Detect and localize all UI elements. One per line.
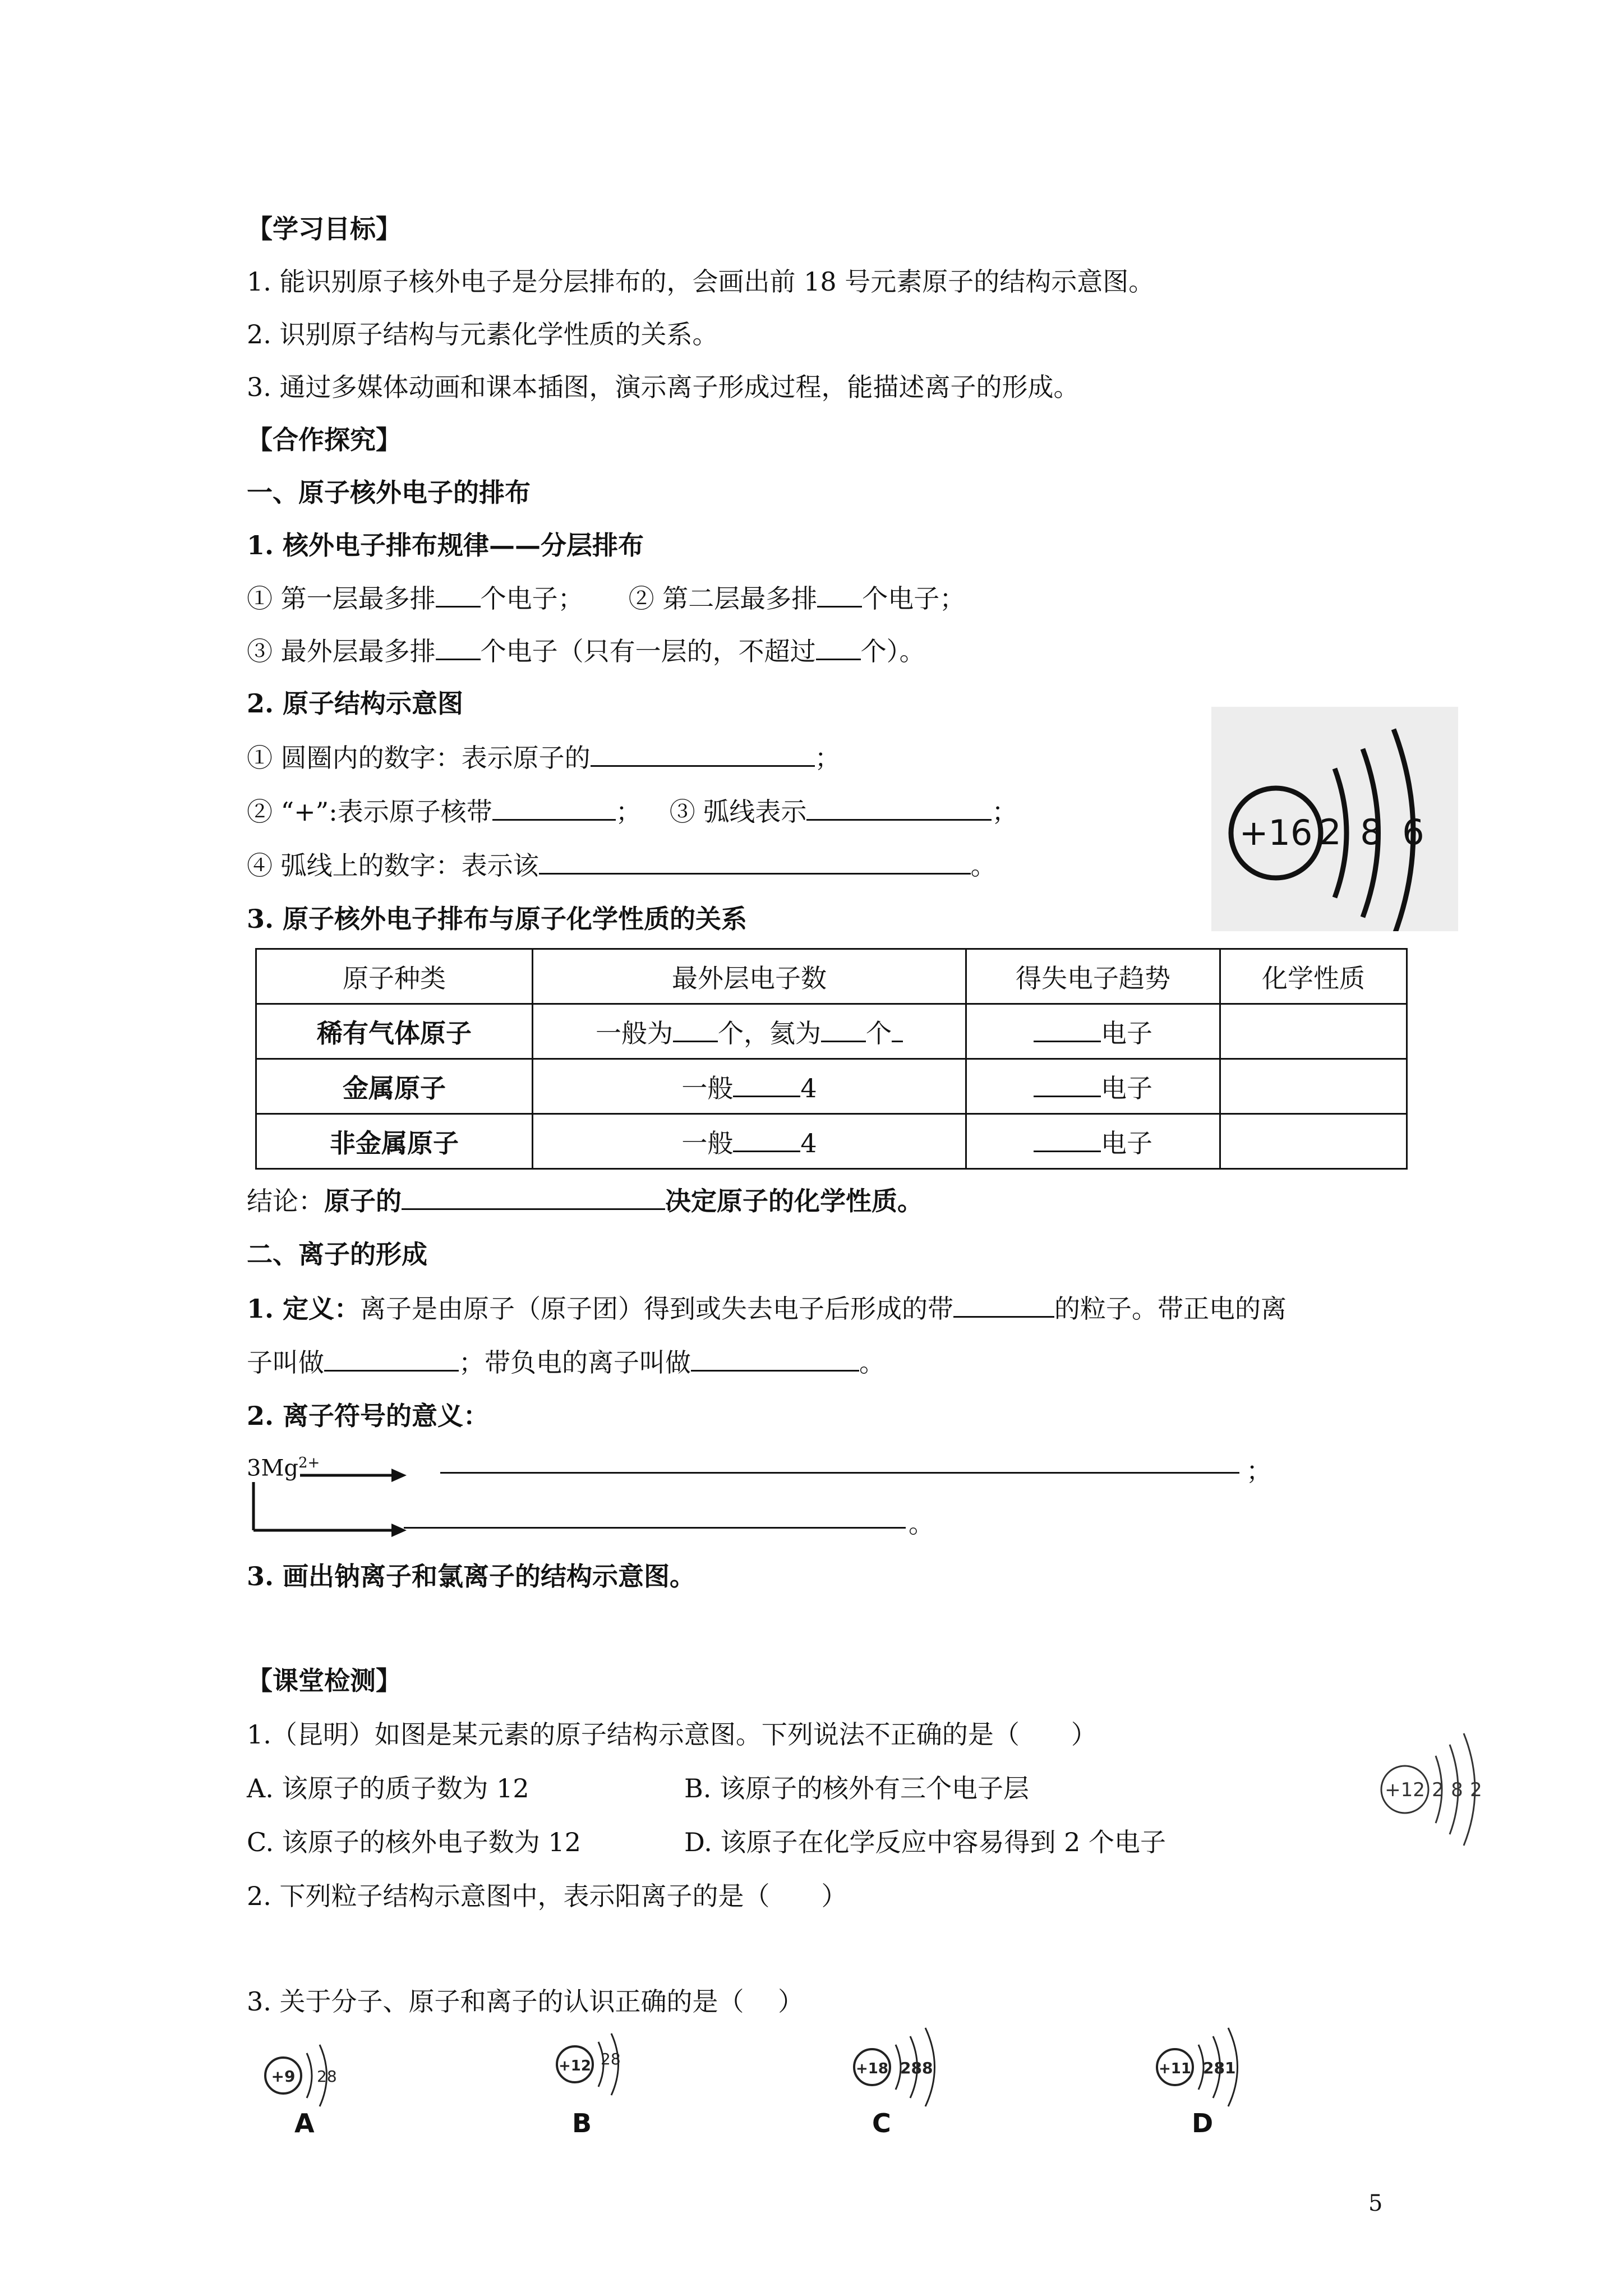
question-3: 3. 关于分子、原子和离子的认识正确的是（ ）: [247, 1986, 804, 2017]
q1-option-d[interactable]: D. 该原子在化学反应中容易得到 2 个电子: [684, 1827, 1166, 1857]
blank-shell1[interactable]: [436, 581, 481, 608]
rule-l1a: ① 第一层最多排: [247, 583, 436, 614]
sample-shell-3: 6: [1402, 812, 1424, 853]
row-property[interactable]: [1220, 1059, 1407, 1114]
blank-nucleus-charge[interactable]: [492, 794, 616, 821]
goals-heading: 【学习目标】: [247, 214, 402, 244]
row-outer: [533, 1059, 966, 1114]
row-property[interactable]: [1220, 1004, 1407, 1059]
th-property: 化学性质: [1220, 949, 1407, 1004]
q1-atom-diagram: [1368, 1722, 1492, 1857]
blank-shell2[interactable]: [817, 581, 862, 608]
outer-num: 4: [800, 1128, 817, 1158]
diagram-title: 2. 原子结构示意图: [247, 688, 464, 719]
table-row: [256, 1114, 1407, 1169]
row-type: 稀有气体原子: [256, 1004, 533, 1059]
blank-conclusion[interactable]: [402, 1184, 665, 1210]
outer-b: 个，氦为: [718, 1018, 821, 1048]
blank-circle-number[interactable]: [591, 740, 815, 767]
blank-outer-max[interactable]: [436, 634, 481, 660]
def-c: 的粒子。带正电的离: [1054, 1294, 1287, 1324]
th-outer: 最外层电子数: [533, 949, 966, 1004]
th-trend: 得失电子趋势: [966, 949, 1220, 1004]
sample-nucleus: +16: [1239, 812, 1313, 853]
relation-title: 3. 原子核外电子排布与原子化学性质的关系: [247, 904, 748, 934]
symbol-title: 2. 离子符号的意义：: [247, 1401, 490, 1431]
sulfur-atom-diagram: [1211, 707, 1458, 931]
option-d-shells: 281: [1203, 2059, 1236, 2077]
th-type: 原子种类: [256, 949, 533, 1004]
option-a-shells: 28: [317, 2067, 337, 2086]
blank-nonmetal-compare[interactable]: [733, 1126, 800, 1152]
def-e: ；带负电的离子叫做: [459, 1347, 691, 1378]
blank-symbol-meaning-2[interactable]: [404, 1527, 906, 1529]
sample-shell-1: 2: [1319, 812, 1341, 853]
option-b-diagram[interactable]: [547, 2022, 659, 2112]
q1-option-b[interactable]: B. 该原子的核外有三个电子层: [684, 1773, 1030, 1803]
ion-symbol-base: 3Mg: [247, 1455, 299, 1481]
trend-text: 电子: [1101, 1128, 1152, 1158]
blank-arc-meaning[interactable]: [806, 794, 992, 821]
option-c-shells: 288: [900, 2059, 933, 2077]
conclusion-c: 决定原子的化学性质。: [665, 1186, 923, 1216]
rule-l1b: 个电子；: [480, 583, 584, 614]
row-type: 非金属原子: [256, 1114, 533, 1169]
row-property[interactable]: [1220, 1114, 1407, 1169]
blank-anion[interactable]: [691, 1345, 859, 1372]
d2a-text: ② “+”:表示原子核带: [247, 797, 492, 827]
blank-symbol-meaning-1[interactable]: [440, 1472, 1239, 1474]
option-b-label[interactable]: B: [572, 2108, 592, 2138]
option-c-label[interactable]: C: [872, 2108, 891, 2138]
relation-table: [255, 948, 1408, 1170]
rule-l1c: ② 第二层最多排: [628, 583, 818, 614]
blank-metal-trend[interactable]: [1034, 1071, 1101, 1097]
blank-metal-compare[interactable]: [733, 1071, 800, 1097]
d1-end: ；: [814, 743, 841, 773]
option-c-diagram[interactable]: [844, 2025, 979, 2115]
option-d-label[interactable]: D: [1192, 2108, 1214, 2138]
option-d-nucleus: +11: [1159, 2060, 1191, 2077]
outer-a: 一般为: [596, 1018, 673, 1048]
blank-helium[interactable]: [821, 1016, 866, 1042]
rule-title: 1. 核外电子排布规律——分层排布: [247, 530, 644, 560]
symbol-end-1: ；: [1246, 1456, 1272, 1486]
definition-line-1: [247, 1291, 1287, 1326]
rule-l2a: ③ 最外层最多排: [247, 636, 436, 666]
goal-item-3: 3. 通过多媒体动画和课本插图，演示离子形成过程，能描述离子的形成。: [247, 372, 1080, 402]
d2b-text: ；: [615, 797, 642, 827]
goal-item-1: 1. 能识别原子核外电子是分层排布的，会画出前 18 号元素原子的结构示意图。: [247, 266, 1155, 297]
symbol-end-2: 。: [909, 1508, 934, 1539]
option-b-shells: 28: [601, 2050, 621, 2068]
def-d: 子叫做: [247, 1347, 324, 1378]
option-a-label[interactable]: A: [294, 2108, 315, 2138]
table-header-row: [256, 949, 1407, 1004]
blank-noble-trend[interactable]: [1034, 1016, 1101, 1042]
d2c-text: ③ 弧线表示: [669, 797, 807, 827]
ion-arrows: [247, 1458, 415, 1543]
d3-end: 。: [970, 850, 997, 881]
trend-text: 电子: [1101, 1073, 1152, 1103]
blank-arc-number[interactable]: [539, 848, 971, 875]
d3-text: ④ 弧线上的数字：表示该: [247, 850, 539, 881]
blank-noble-outer[interactable]: [673, 1016, 718, 1042]
conclusion-a: 结论：: [247, 1186, 324, 1216]
rule-l2c: 个）。: [860, 636, 925, 666]
q1-option-a[interactable]: A. 该原子的质子数为 12: [247, 1773, 529, 1803]
row-trend: [966, 1114, 1220, 1169]
blank-nonmetal-trend[interactable]: [1034, 1126, 1101, 1152]
q1-nucleus: +12: [1385, 1779, 1425, 1801]
row-type: 金属原子: [256, 1059, 533, 1114]
outer-c: 个: [866, 1018, 892, 1048]
table-row: [256, 1059, 1407, 1114]
definition-line-2: [247, 1345, 885, 1379]
rule-line-1: [247, 581, 965, 615]
option-a-nucleus: +9: [271, 2067, 296, 2086]
check-heading: 【课堂检测】: [247, 1665, 402, 1696]
def-f: 。: [859, 1347, 885, 1378]
q1-shell-2: 8: [1451, 1779, 1463, 1801]
page-number: 5: [1368, 2191, 1383, 2216]
table-row: [256, 1004, 1407, 1059]
blank-tail: [892, 1016, 903, 1042]
option-c-nucleus: +18: [856, 2060, 888, 2077]
row-trend: [966, 1059, 1220, 1114]
ion-symbol-charge: 2+: [298, 1455, 320, 1471]
q1-option-c[interactable]: C. 该原子的核外电子数为 12: [247, 1827, 581, 1857]
row-trend: [966, 1004, 1220, 1059]
diagram-line-3: [247, 848, 997, 882]
row-outer: [533, 1114, 966, 1169]
outer-a: 一般: [681, 1073, 734, 1103]
trend-text: 电子: [1101, 1018, 1152, 1048]
outer-num: 4: [800, 1073, 817, 1103]
question-1: 1.（昆明）如图是某元素的原子结构示意图。下列说法不正确的是（ ）: [247, 1719, 1097, 1750]
draw-title: 3. 画出钠离子和氯离子的结构示意图。: [247, 1561, 696, 1591]
goal-item-2: 2. 识别原子结构与元素化学性质的关系。: [247, 319, 718, 349]
rule-l1d: 个电子；: [862, 583, 966, 614]
d2d-text: ；: [992, 797, 1018, 827]
blank-charge[interactable]: [953, 1291, 1054, 1318]
row-outer: [533, 1004, 966, 1059]
conclusion-line: [247, 1184, 923, 1218]
part1-title: 一、原子核外电子的排布: [247, 477, 531, 508]
explore-heading: 【合作探究】: [247, 425, 402, 455]
conclusion-b: 原子的: [324, 1186, 402, 1216]
rule-l2b: 个电子（只有一层的，不超过: [480, 636, 816, 666]
blank-single-max[interactable]: [816, 634, 861, 660]
q1-shell-3: 2: [1470, 1779, 1482, 1801]
rule-line-2: [247, 634, 925, 668]
def-a: 1. 定义：: [247, 1294, 361, 1324]
q1-shell-1: 2: [1432, 1779, 1444, 1801]
option-b-nucleus: +12: [559, 2058, 591, 2074]
part2-title: 二、离子的形成: [247, 1239, 427, 1269]
d1-text: ① 圆圈内的数字：表示原子的: [247, 743, 591, 773]
diagram-line-1: [247, 740, 841, 775]
option-d-diagram[interactable]: [1147, 2025, 1281, 2115]
outer-a: 一般: [681, 1128, 734, 1158]
question-2: 2. 下列粒子结构示意图中，表示阳离子的是（ ）: [247, 1881, 847, 1911]
def-b: 离子是由原子（原子团）得到或失去电子后形成的带: [360, 1294, 954, 1324]
blank-cation[interactable]: [324, 1345, 459, 1372]
diagram-line-2: [247, 794, 1017, 829]
sample-shell-2: 8: [1360, 812, 1382, 853]
